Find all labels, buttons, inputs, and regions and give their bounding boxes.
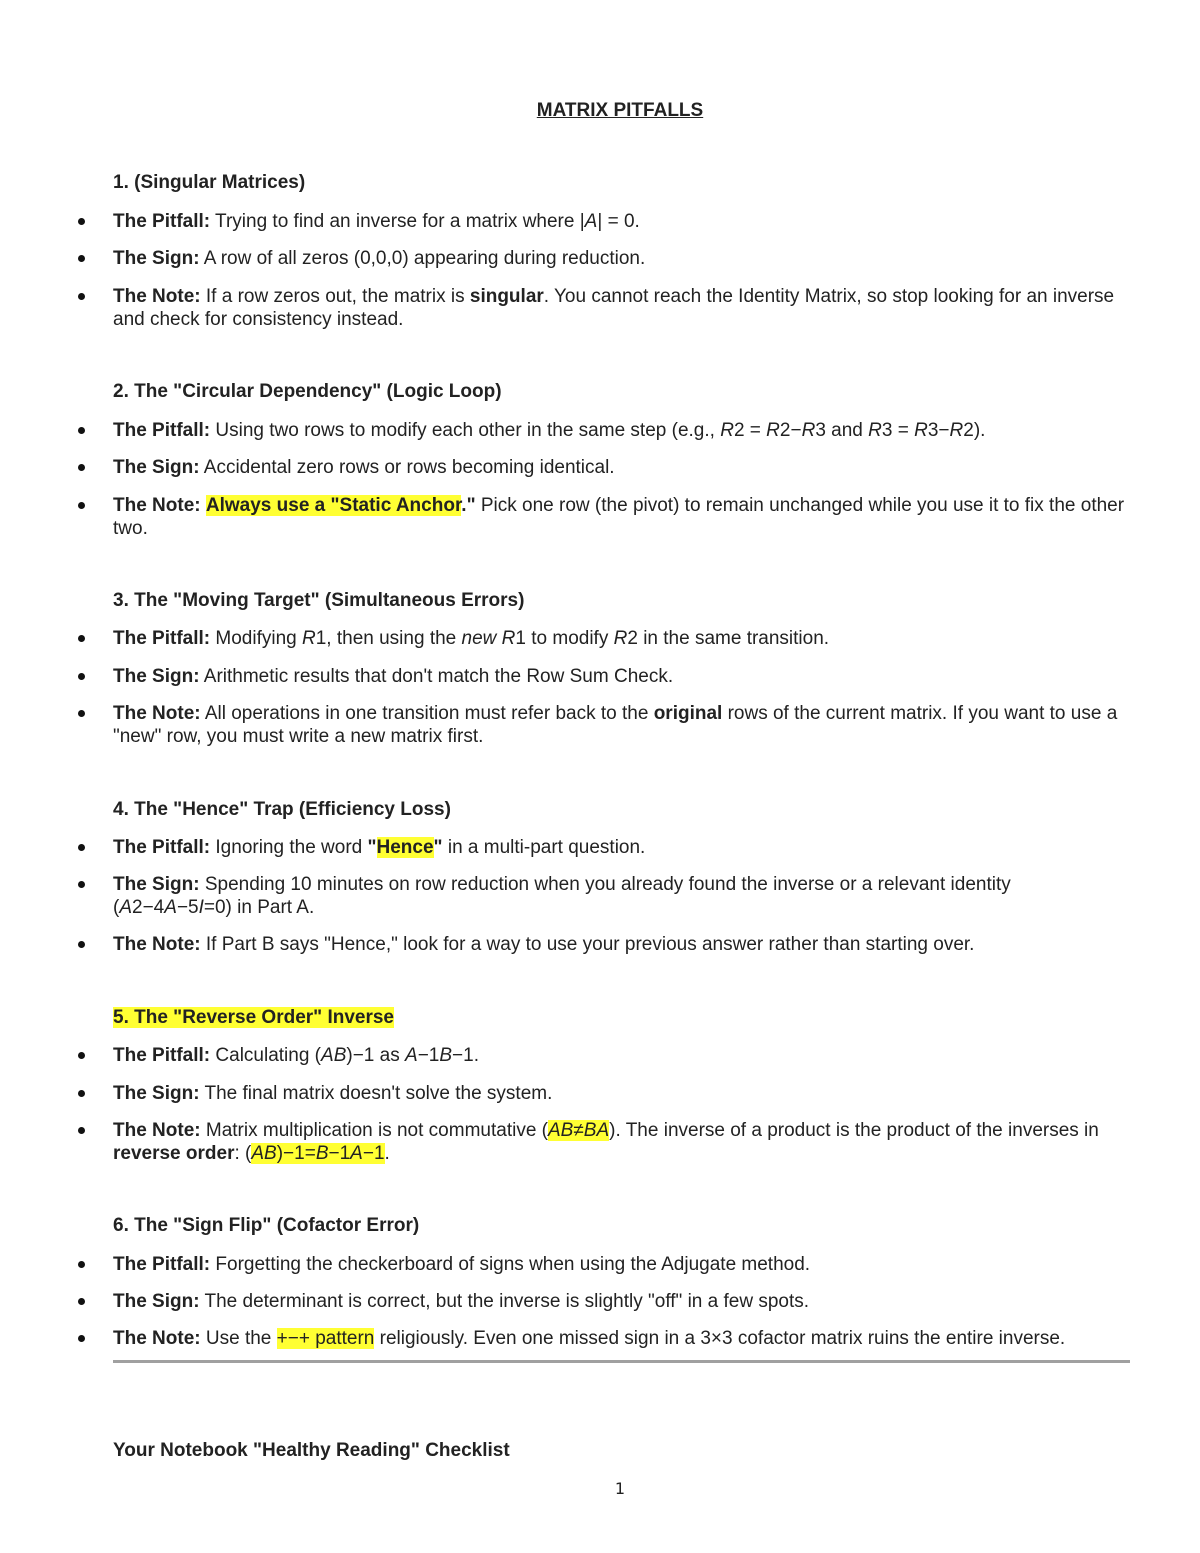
sign-item: The Sign: A row of all zeros (0,0,0) appearing during reduction. [78, 247, 1133, 270]
bullet-icon [78, 1298, 85, 1305]
highlight: 5. The "Reverse Order" Inverse [113, 1007, 394, 1028]
bullet-icon [78, 255, 85, 262]
note-item: The Note: If Part B says "Hence," look for a way to use your previous answer rather than starting over. [78, 933, 1133, 956]
pitfall-item: The Pitfall: Trying to find an inverse for a matrix where |A| = 0. [78, 210, 1133, 233]
bullet-icon [78, 635, 85, 642]
sign-item: The Sign: Accidental zero rows or rows becoming identical. [78, 456, 1133, 479]
pitfall-item: The Pitfall: Using two rows to modify each other in the same step (e.g., R2 = R2−R3 and R3 = R3−R2). [78, 419, 1133, 442]
sign-item: The Sign: The final matrix doesn't solve the system. [78, 1082, 1133, 1105]
section-heading: 6. The "Sign Flip" (Cofactor Error) [113, 1215, 420, 1236]
bullet-icon [78, 844, 85, 851]
checklist-title: Your Notebook "Healthy Reading" Checklist [113, 1440, 510, 1461]
bullet-icon [78, 1127, 85, 1134]
pitfall-item: The Pitfall: Ignoring the word "Hence" in a multi-part question. [78, 836, 1133, 859]
page-number: 1 [614, 1479, 626, 1498]
bullet-icon [78, 502, 85, 509]
highlight: AB≠BA [548, 1120, 610, 1141]
bullet-icon [78, 881, 85, 888]
pitfall-item: The Pitfall: Modifying R1, then using the new R1 to modify R2 in the same transition. [78, 627, 1133, 650]
bullet-icon [78, 1090, 85, 1097]
bullet-icon [78, 218, 85, 225]
section-heading: 4. The "Hence" Trap (Efficiency Loss) [113, 799, 451, 820]
bullet-icon [78, 710, 85, 717]
bullet-icon [78, 1261, 85, 1268]
bullet-icon [78, 1052, 85, 1059]
pitfall-item: The Pitfall: Calculating (AB)−1 as A−1B−1. [78, 1044, 1133, 1067]
note-item: The Note: Always use a "Static Anchor." Pick one row (the pivot) to remain unchanged while you use it to fix the other two. [78, 494, 1133, 540]
horizontal-divider [113, 1360, 1130, 1363]
bullet-icon [78, 464, 85, 471]
highlight: +−+ pattern [276, 1328, 375, 1349]
section-heading [113, 1007, 394, 1029]
pitfall-item: The Pitfall: Forgetting the checkerboard of signs when using the Adjugate method. [78, 1253, 1133, 1276]
note-item: The Note: All operations in one transition must refer back to the original rows of the current matrix. If you want to use a "new" row, you must write a new matrix first. [78, 702, 1133, 748]
sign-item: The Sign: Arithmetic results that don't match the Row Sum Check. [78, 665, 1133, 688]
bullet-icon [78, 293, 85, 300]
highlight: AB)−1=B−1A−1 [251, 1143, 385, 1164]
section-heading: 1. (Singular Matrices) [113, 172, 306, 193]
highlight: Hence [376, 837, 434, 858]
bullet-icon [78, 941, 85, 948]
note-item: The Note: Use the +−+ pattern religiously. Even one missed sign in a 3×3 cofactor matrix ruins the entire inverse. [78, 1327, 1133, 1350]
highlight: Always use a "Static Anchor [205, 495, 462, 516]
bullet-icon [78, 673, 85, 680]
bullet-icon [78, 427, 85, 434]
bullet-icon [78, 1335, 85, 1342]
note-item: The Note: Matrix multiplication is not commutative (AB≠BA). The inverse of a product is the product of the inverses in reverse order: (AB)−1=B−1A−1. [78, 1119, 1133, 1165]
sign-item: The Sign: Spending 10 minutes on row reduction when you already found the inverse or a relevant identity (A2−4A−5I=0) in Part A. [78, 873, 1133, 919]
page-title: MATRIX PITFALLS [536, 100, 704, 121]
section-heading: 2. The "Circular Dependency" (Logic Loop) [113, 381, 502, 402]
section-heading: 3. The "Moving Target" (Simultaneous Errors) [113, 590, 525, 611]
note-item: The Note: If a row zeros out, the matrix is singular. You cannot reach the Identity Matrix, so stop looking for an inverse and check for consistency instead. [78, 285, 1133, 331]
sign-item: The Sign: The determinant is correct, but the inverse is slightly "off" in a few spots. [78, 1290, 1133, 1313]
